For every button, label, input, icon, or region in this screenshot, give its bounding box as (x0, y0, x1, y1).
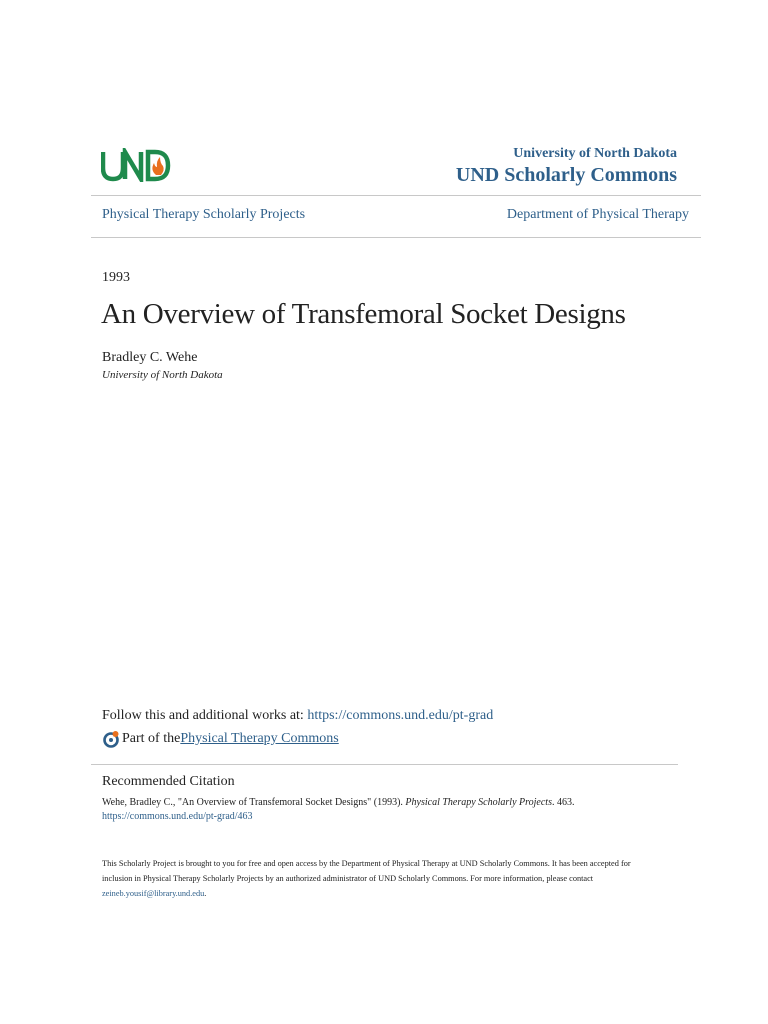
citation-url-link[interactable]: https://commons.und.edu/pt-grad/463 (102, 811, 253, 822)
commons-link[interactable]: Physical Therapy Commons (180, 731, 339, 746)
citation-prefix: Wehe, Bradley C., "An Overview of Transfemoral Socket Designs" (1993). (102, 797, 406, 808)
divider (91, 764, 678, 765)
notice-end: . (204, 889, 207, 898)
citation-text (102, 797, 574, 808)
follow-url-link[interactable]: https://commons.und.edu/pt-grad (307, 708, 494, 723)
divider (91, 195, 701, 196)
notice-text: This Scholarly Project is brought to you for free and open access by the Department of Physical Therapy at UND Scholarly Commons. It has been accepted for inclusion in Physical Therapy Scholarly Projects by an authorized administrator of UND Scholarly Commons. For more information, please contact (102, 859, 631, 883)
part-of-line (102, 730, 339, 748)
citation-suffix: . 463. (551, 797, 575, 808)
follow-line (102, 708, 493, 724)
divider (91, 237, 701, 238)
contact-email-link[interactable]: zeineb.yousif@library.und.edu (102, 889, 205, 898)
und-logo-icon (101, 148, 171, 182)
access-notice (102, 856, 662, 901)
collection-link[interactable]: Physical Therapy Scholarly Projects (102, 207, 306, 222)
department-link[interactable]: Department of Physical Therapy (506, 207, 689, 222)
citation-journal: Physical Therapy Scholarly Projects (405, 797, 552, 808)
repository-name[interactable]: UND Scholarly Commons (455, 164, 677, 186)
part-of-label: Part of the (122, 731, 181, 746)
document-title: An Overview of Transfemoral Socket Designs (101, 298, 626, 330)
institution-block (456, 145, 677, 188)
commons-network-icon (102, 730, 120, 748)
institution-name[interactable]: University of North Dakota (513, 146, 677, 161)
author-affiliation: University of North Dakota (102, 369, 223, 381)
author-name: Bradley C. Wehe (102, 350, 198, 365)
publication-year: 1993 (102, 270, 130, 285)
und-logo (101, 148, 171, 182)
follow-label: Follow this and additional works at: (102, 708, 308, 723)
recommended-citation-heading: Recommended Citation (102, 774, 235, 789)
